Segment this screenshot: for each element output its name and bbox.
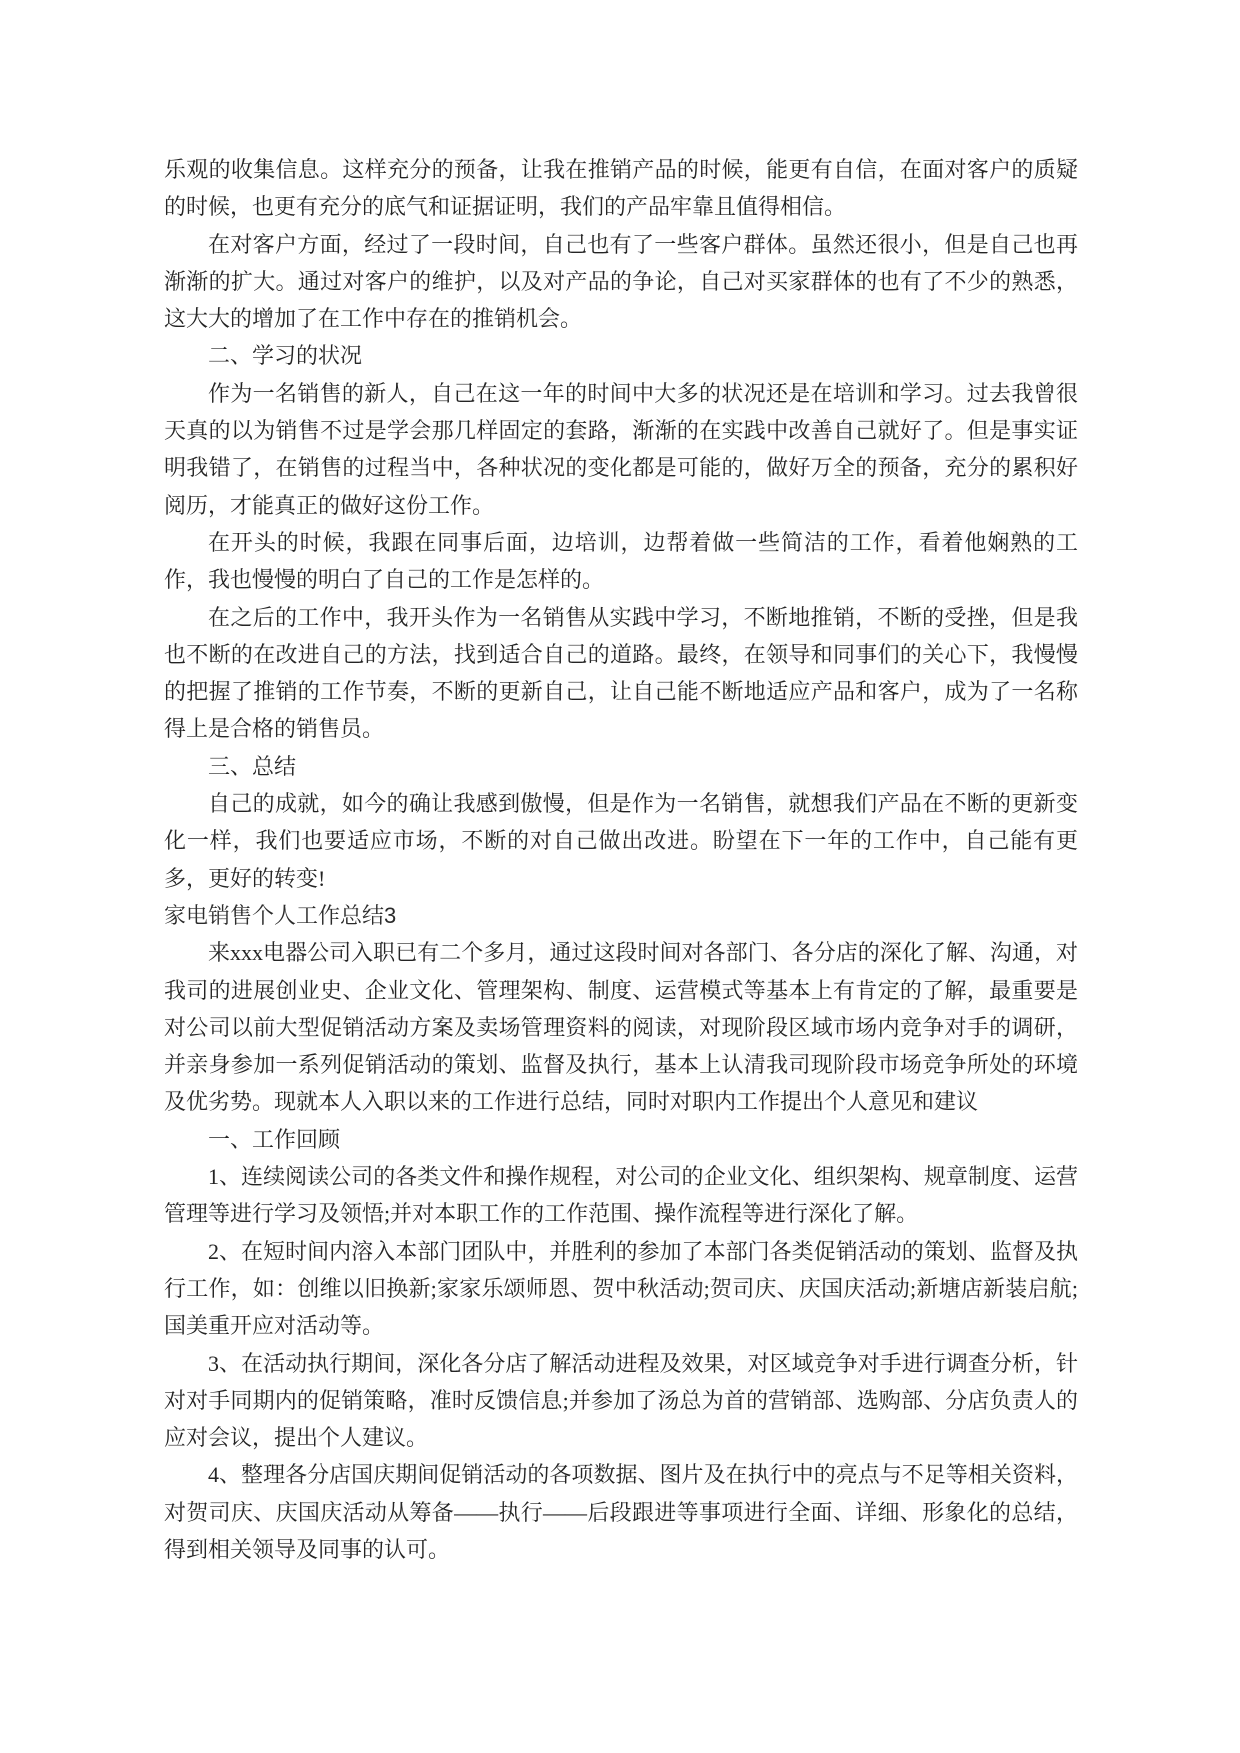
doc-paragraph: 在对客户方面，经过了一段时间，自己也有了一些客户群体。虽然还很小，但是自己也再渐渐的扩大。通过对客户的维护，以及对产品的争论，自己对买家群体的也有了不少的熟悉，这大大的增加了在工作中存在的推销机会。 xyxy=(164,231,1078,332)
doc-list-paragraph: 2、在短时间内溶入本部门团队中，并胜利的参加了本部门各类促销活动的策划、监督及执行工作，如：创维以旧换新;家家乐颂师恩、贺中秋活动;贺司庆、庆国庆活动;新塘店新装启航;国美重开应对活动等。 xyxy=(164,1238,1078,1339)
doc-paragraph: 乐观的收集信息。这样充分的预备，让我在推销产品的时候，能更有自信，在面对客户的质疑的时候，也更有充分的底气和证据证明，我们的产品牢靠且值得相信。 xyxy=(164,157,1078,220)
doc-paragraph: 在开头的时候，我跟在同事后面，边培训，边帮着做一些简洁的工作，看着他娴熟的工作，我也慢慢的明白了自己的工作是怎样的。 xyxy=(164,529,1078,593)
doc-list-paragraph: 3、在活动执行期间，深化各分店了解活动进程及效果，对区域竞争对手进行调查分析，针对对手同期内的促销策略，准时反馈信息;并参加了汤总为首的营销部、选购部、分店负责人的应对会议，提出个人建议。 xyxy=(164,1350,1078,1451)
doc-paragraph: 来xxx电器公司入职已有二个多月，通过这段时间对各部门、各分店的深化了解、沟通，对我司的进展创业史、企业文化、管理架构、制度、运营模式等基本上有肯定的了解，最重要是对公司以前大型促销活动方案及卖场管理资料的阅读，对现阶段区域市场内竞争对手的调研，并亲身参加一系列促销活动的策划、监督及执行，基本上认清我司现阶段市场竞争所处的环境及优劣势。现就本人入职以来的工作进行总结，同时对职内工作提出个人意见和建议 xyxy=(164,940,1078,1115)
doc-section-title: 家电销售个人工作总结3 xyxy=(164,902,397,928)
doc-paragraph: 在之后的工作中，我开头作为一名销售从实践中学习，不断地推销，不断的受挫，但是我也不断的在改进自己的方法，找到适合自己的道路。最终，在领导和同事们的关心下，我慢慢的把握了推销的工作节奏，不断的更新自己，让自己能不断地适应产品和客户，成为了一名称得上是合格的销售员。 xyxy=(164,604,1078,742)
doc-paragraph: 作为一名销售的新人，自己在这一年的时间中大多的状况还是在培训和学习。过去我曾很天真的以为销售不过是学会那几样固定的套路，渐渐的在实践中改善自己就好了。但是事实证明我错了，在销售的过程当中，各种状况的变化都是可能的，做好万全的预备，充分的累积好阅历，才能真正的做好这份工作。 xyxy=(164,380,1078,518)
doc-list-paragraph: 1、连续阅读公司的各类文件和操作规程，对公司的企业文化、组织架构、规章制度、运营管理等进行学习及领悟;并对本职工作的工作范围、操作流程等进行深化了解。 xyxy=(164,1164,1078,1227)
doc-list-paragraph: 4、整理各分店国庆期间促销活动的各项数据、图片及在执行中的亮点与不足等相关资料，对贺司庆、庆国庆活动从筹备——执行——后段跟进等事项进行全面、详细、形象化的总结，得到相关领导及同事的认可。 xyxy=(164,1462,1078,1562)
doc-subheading: 一、工作回顾 xyxy=(208,1126,341,1152)
doc-subheading: 三、总结 xyxy=(208,753,297,779)
doc-subheading: 二、学习的状况 xyxy=(208,343,363,369)
doc-paragraph: 自己的成就，如今的确让我感到傲慢，但是作为一名销售，就想我们产品在不断的更新变化一样，我们也要适应市场，不断的对自己做出改进。盼望在下一年的工作中，自己能有更多，更好的转变! xyxy=(164,791,1078,891)
